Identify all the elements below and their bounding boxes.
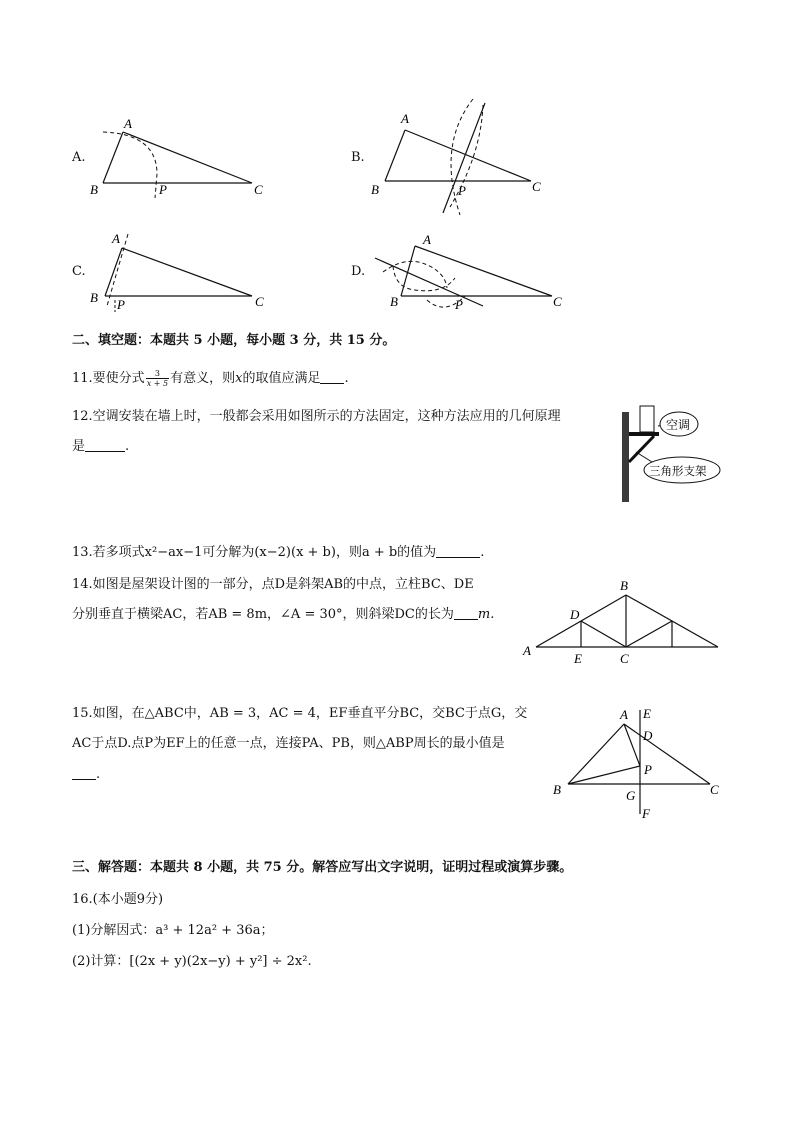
section2-heading: 二、填空题：本题共 5 小题，每小题 3 分，共 15 分。 <box>72 333 396 348</box>
svg-text:B: B <box>620 578 628 593</box>
label-p: P <box>159 182 167 197</box>
option-d-label: D. <box>351 264 366 279</box>
label-b: B <box>90 182 98 197</box>
fraction: $\frac{3}{x + 5}$ <box>146 369 169 388</box>
option-b-label: B. <box>351 150 365 165</box>
label-c: C <box>254 182 263 197</box>
svg-text:P: P <box>458 183 466 198</box>
svg-text:A: A <box>401 111 409 126</box>
answer-blank <box>436 544 480 558</box>
svg-text:D: D <box>570 607 580 622</box>
triangle-bisector-figure <box>548 704 728 824</box>
question-14-line2: 分别垂直于横梁AC，若AB = 8m，∠A = 30°，则斜梁DC的长为 m. <box>72 607 495 622</box>
svg-text:C: C <box>553 294 562 309</box>
question-15-line1: 15.如图，在△ABC中，AB = 3，AC = 4，EF垂直平分BC，交BC于点G，交 <box>72 706 528 721</box>
bubble-ac: 空调 <box>666 418 691 432</box>
section3-heading: 三、解答题：本题共 8 小题，共 75 分。解答应写出文字说明，证明过程或演算步骤。 <box>72 860 573 875</box>
svg-text:A: A <box>112 231 120 246</box>
option-d-figure <box>365 226 565 316</box>
svg-text:E: E <box>574 651 582 666</box>
svg-text:C: C <box>532 179 541 194</box>
option-a-figure <box>85 112 275 202</box>
svg-text:F: F <box>642 806 650 821</box>
question-16-title: 16.(本小题9分) <box>72 892 164 907</box>
roof-truss-figure <box>518 575 723 667</box>
svg-text:P: P <box>117 297 125 312</box>
answer-blank <box>85 438 125 452</box>
option-c-figure <box>85 226 275 316</box>
question-16-part1: (1)分解因式：a³ + 12a² + 36a； <box>72 923 274 938</box>
svg-text:A: A <box>523 643 531 658</box>
option-c-label: C. <box>72 264 86 279</box>
label-a: A <box>124 116 132 131</box>
option-b-figure <box>365 95 555 220</box>
question-16-part2: (2)计算：[(2x + y)(2x−y) + y²] ÷ 2x². <box>72 954 312 969</box>
svg-text:A: A <box>423 232 431 247</box>
svg-text:C: C <box>255 294 264 309</box>
answer-blank <box>454 606 478 620</box>
svg-text:B: B <box>553 782 561 797</box>
option-a-label: A. <box>72 150 86 165</box>
answer-blank <box>320 370 344 384</box>
svg-text:B: B <box>390 294 398 309</box>
svg-text:A: A <box>620 707 628 722</box>
bubble-bracket: 三角形支架 <box>649 466 707 478</box>
question-15-line2: AC于点D.点P为EF上的任意一点，连接PA、PB，则△ABP周长的最小值是 <box>72 736 505 751</box>
question-15-line3: . <box>72 766 100 784</box>
svg-text:D: D <box>643 728 653 743</box>
question-12-line2: 是 . <box>72 439 130 454</box>
question-11: 11.要使分式 $\frac{3}{x + 5}$ 有意义，则x的取值应满足 . <box>72 369 349 388</box>
question-13: 13.若多项式x²−ax−1可分解为(x−2)(x + b)，则a + b的值为 . <box>72 545 485 560</box>
ac-bracket-figure <box>610 400 730 508</box>
answer-blank <box>72 766 96 780</box>
svg-text:P: P <box>455 297 463 312</box>
svg-text:B: B <box>371 182 379 197</box>
svg-text:G: G <box>626 788 636 803</box>
svg-text:B: B <box>90 290 98 305</box>
question-14-line1: 14.如图是屋架设计图的一部分，点D是斜架AB的中点，立柱BC、DE <box>72 577 474 592</box>
svg-text:C: C <box>710 782 719 797</box>
svg-text:E: E <box>643 706 651 721</box>
svg-text:P: P <box>644 762 652 777</box>
svg-text:C: C <box>620 651 629 666</box>
question-12-line1: 12.空调安装在墙上时，一般都会采用如图所示的方法固定，这种方法应用的几何原理 <box>72 409 561 424</box>
